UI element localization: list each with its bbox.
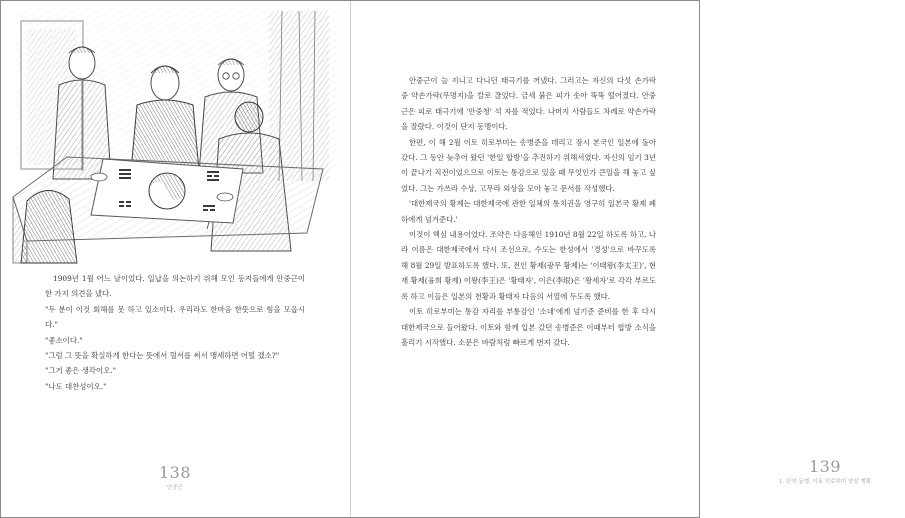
left-page xyxy=(1,1,350,517)
page-number: 138 xyxy=(158,463,192,482)
paragraph: 한편, 이 해 2월 이토 히로부미는 송병준을 데리고 잠시 본국인 일본에 돌아갔다. 그 동안 늦추어 왔던 '한일 합방'을 추진하기 위해서였다. 자신의 임기 3년이 끝나기 직전이었으므로 이토는 통감으로 있을 때 무엇인가 큰일을 해 놓고 싶었다. 그는 가쓰라 수상, 고무라 외상을 모아 놓고 문서를 작성했다. xyxy=(401,137,656,193)
right-page xyxy=(351,1,871,517)
paragraph: '대한제국의 황제는 대한제국에 관한 일체의 통치권을 영구히 일본국 황제 폐하에게 넘겨준다.' xyxy=(401,199,656,224)
paragraph: 이것이 핵심 내용이었다. 조약은 다음해인 1910년 8월 22일 하도록 하고, 나라 이름은 대한제국에서 다시 조선으로, 수도는 한성에서 '경성'으로 바꾸도록 해 8월 29일 발표하도록 했다. 또, 전인 황제(광무 황제)는 '이태왕(李太王)', 현재 황제(융희 황제) 이왕(李王)은 '황태자', 이은(李垠)은 '왕세자'로 각각 부르도록 하고 이들은 일본의 천황과 황태자 다음의 서열에 두도록 했다. xyxy=(401,230,656,301)
paragraph: "두 분이 이것 회해를 못 하고 있소이다. 우리라도 한마음 한뜻으로 힘을 모읍시다." xyxy=(45,304,305,330)
paragraph: 안중근이 늘 지니고 다니던 태극기를 꺼냈다. 그러고는 자신의 다섯 손가락 중 약손가락(무명지)을 칼로 끊었다. 금세 붉은 피가 솟아 뚝뚝 떨어졌다. 안중근은 피로 태극기에 '안중청' 석 자를 적었다. 나머지 사람들도 차례로 약손가락을 잘랐다. 이것이 단지 동맹이다. xyxy=(401,76,656,132)
page-number: 139 xyxy=(808,457,842,476)
illustration xyxy=(7,1,345,263)
paragraph: 이토 히로부미는 통감 자리를 부통감인 '소네'에게 넘기준 준비를 한 후 다시 대한제국으로 들어왔다. 이토와 함께 입본 갔던 송병준은 이때부터 합방 소식을 흘리기 시작했다. 소문은 바람처럼 빠르게 번져 갔다. xyxy=(401,307,656,347)
paragraph: 1909년 1월 어느 날이었다. 일납을 의논하기 위해 모인 동지들에게 안중근이 한 가지 의견을 냈다. xyxy=(45,274,305,299)
sketch-illustration xyxy=(7,1,345,263)
korean-flag xyxy=(91,159,243,223)
right-body-text xyxy=(401,73,656,350)
paragraph: "그럼 그 뜻을 확실하게 한다는 뜻에서 혈서를 써서 맹세하면 어떨 겠소?" xyxy=(45,351,280,361)
paragraph: "좋소이다." xyxy=(45,335,83,345)
left-body-text xyxy=(45,271,305,394)
paragraph: "그거 좋은 생각이오." xyxy=(45,366,116,376)
paragraph: "나도 대찬성이오." xyxy=(45,381,107,391)
running-title: 안중근 xyxy=(167,485,183,491)
running-title: 1. 단지 동맹, 이토 히로부미 암살 계획 xyxy=(779,479,871,485)
